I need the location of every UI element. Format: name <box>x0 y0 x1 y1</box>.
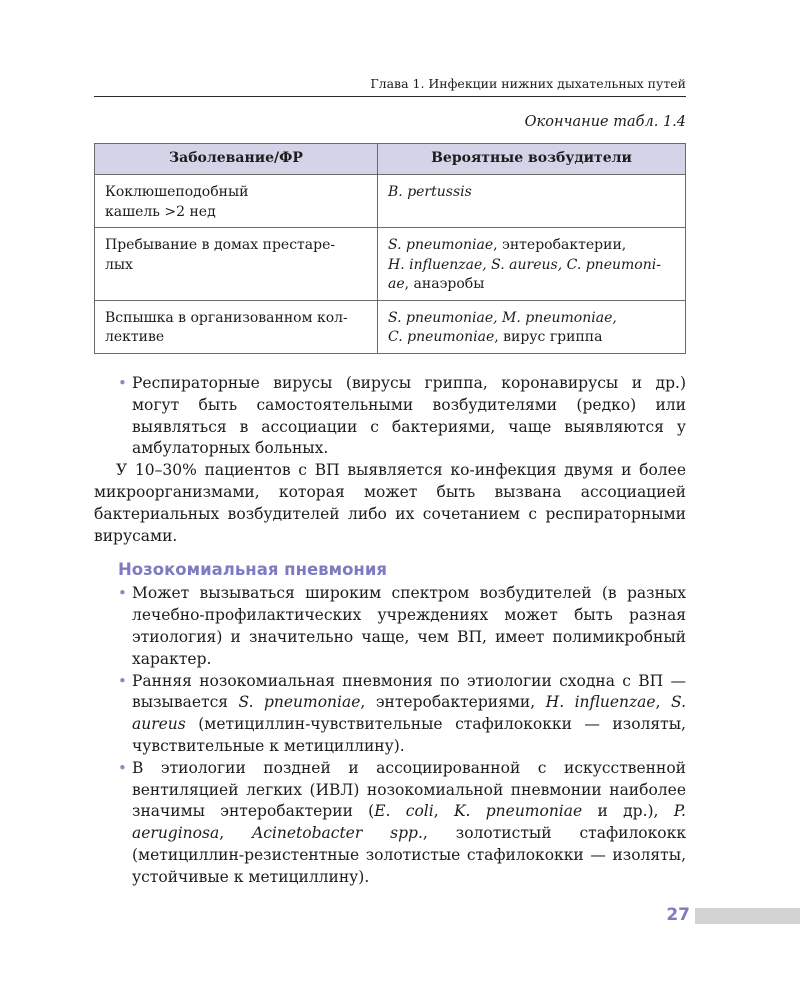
table-row <box>95 228 686 301</box>
cell-line: Вспышка в организованном кол- <box>105 309 348 326</box>
italic-text-run: E. coli <box>374 802 434 821</box>
text-run: , <box>433 802 454 821</box>
list-item <box>94 758 686 889</box>
condition-cell <box>95 300 378 353</box>
italic-text-run: ae <box>388 276 405 292</box>
body-text <box>94 373 686 889</box>
bullet-icon: • <box>118 374 127 392</box>
column-header-pathogens: Вероятные возбудители <box>378 144 686 175</box>
italic-text-run: H. influenzae <box>545 693 656 712</box>
cell-line: Пребывание в домах престаре- <box>105 237 336 253</box>
text-run: , анаэробы <box>404 276 485 292</box>
text-run: , энтеробактерии, <box>493 237 627 253</box>
text-run: (метициллин-чувствительные стафилококки — изоляты, чувствительные к метициллину). <box>132 715 686 755</box>
text-run: , <box>219 824 253 843</box>
text-run: Может вызываться широким спектром возбудителей (в разных лечебно-профилактических учреждениях может быть разная этиология) и значительно чаще, чем ВП, имеет полимикробный характер. <box>132 584 686 668</box>
bullet-icon: • <box>118 758 127 777</box>
nosocomial-bullet-list <box>94 583 686 888</box>
section-title: Нозокомиальная пневмония <box>118 560 387 580</box>
pathogens-cell <box>378 175 686 228</box>
condition-cell <box>95 228 378 301</box>
bullet-icon: • <box>118 671 127 690</box>
italic-text-run: S. pneumoniae <box>388 237 494 253</box>
italic-text-run: C. pneumoniae <box>388 329 495 345</box>
text-run: и др.), <box>582 802 674 821</box>
coinfection-paragraph: У 10–30% пациентов с ВП выявляется ко-инфекция двумя и более микроорганизмами, которая может быть вызвана ассоциацией бактериальных возбудителей либо их сочетанием с респираторными вирусами. <box>94 461 686 545</box>
italic-text-run: P. aeruginosa <box>132 802 686 843</box>
cell-line: лективе <box>105 329 165 345</box>
text-run: , энтеробактериями, <box>360 693 546 712</box>
italic-text-run: S. aureus <box>132 693 686 734</box>
table-caption: Окончание табл. 1.4 <box>524 114 686 130</box>
text-run: Ранняя нозокомиальная пневмония по этиологии сходна с ВП — вызывается <box>132 671 686 712</box>
running-head: Глава 1. Инфекции нижних дыхательных путей <box>94 76 686 97</box>
column-header-condition: Заболевание/ФР <box>95 144 378 175</box>
bullet-icon: • <box>118 584 127 603</box>
cell-line: Коклюшеподобный <box>105 184 249 200</box>
text-run: В этиологии поздней и ассоциированной с искусственной вентиляцией легких (ИВЛ) нозокомиальной пневмонии наиболее значимы энтеробактерии ( <box>132 758 686 821</box>
text-run: , вирус гриппа <box>494 329 603 345</box>
text-run: , золотистый стафилококк (метициллин-резистентные золотистые стафилококки — изоляты, устойчивые к метициллину). <box>132 824 687 886</box>
page-number: 27 <box>666 905 690 925</box>
italic-text-run: K. pneumoniae <box>453 802 583 821</box>
table-header-row <box>95 144 686 175</box>
italic-text-run: B. pertussis <box>388 184 472 200</box>
list-item <box>94 671 686 758</box>
bullet-text: Респираторные вирусы (вирусы гриппа, коронавирусы и др.) могут быть самостоятельными возбудителями (редко) или выявляться в ассоциации с бактериями, чаще выявляются у амбулаторных больных. <box>132 374 686 458</box>
italic-text-run: H. influenzae, S. aureus, C. pneumoni- <box>388 256 661 273</box>
cell-line: кашель >2 нед <box>105 203 216 220</box>
pathogens-cell <box>378 300 686 353</box>
italic-text-run: Acinetobacter spp. <box>252 824 423 843</box>
italic-text-run: S. pneumoniae <box>238 693 361 712</box>
virus-bullet-list <box>94 373 686 460</box>
italic-text-run: S. pneumoniae, M. pneumoniae, <box>388 309 617 326</box>
list-item <box>94 583 686 670</box>
pathogens-table <box>94 143 686 354</box>
text-run: , <box>655 693 671 712</box>
table-row <box>95 300 686 353</box>
cell-line: лых <box>105 256 133 273</box>
page-footer-bar <box>695 908 800 924</box>
pathogens-cell <box>378 228 686 301</box>
table-row <box>95 175 686 228</box>
list-item <box>94 373 686 460</box>
condition-cell <box>95 175 378 228</box>
